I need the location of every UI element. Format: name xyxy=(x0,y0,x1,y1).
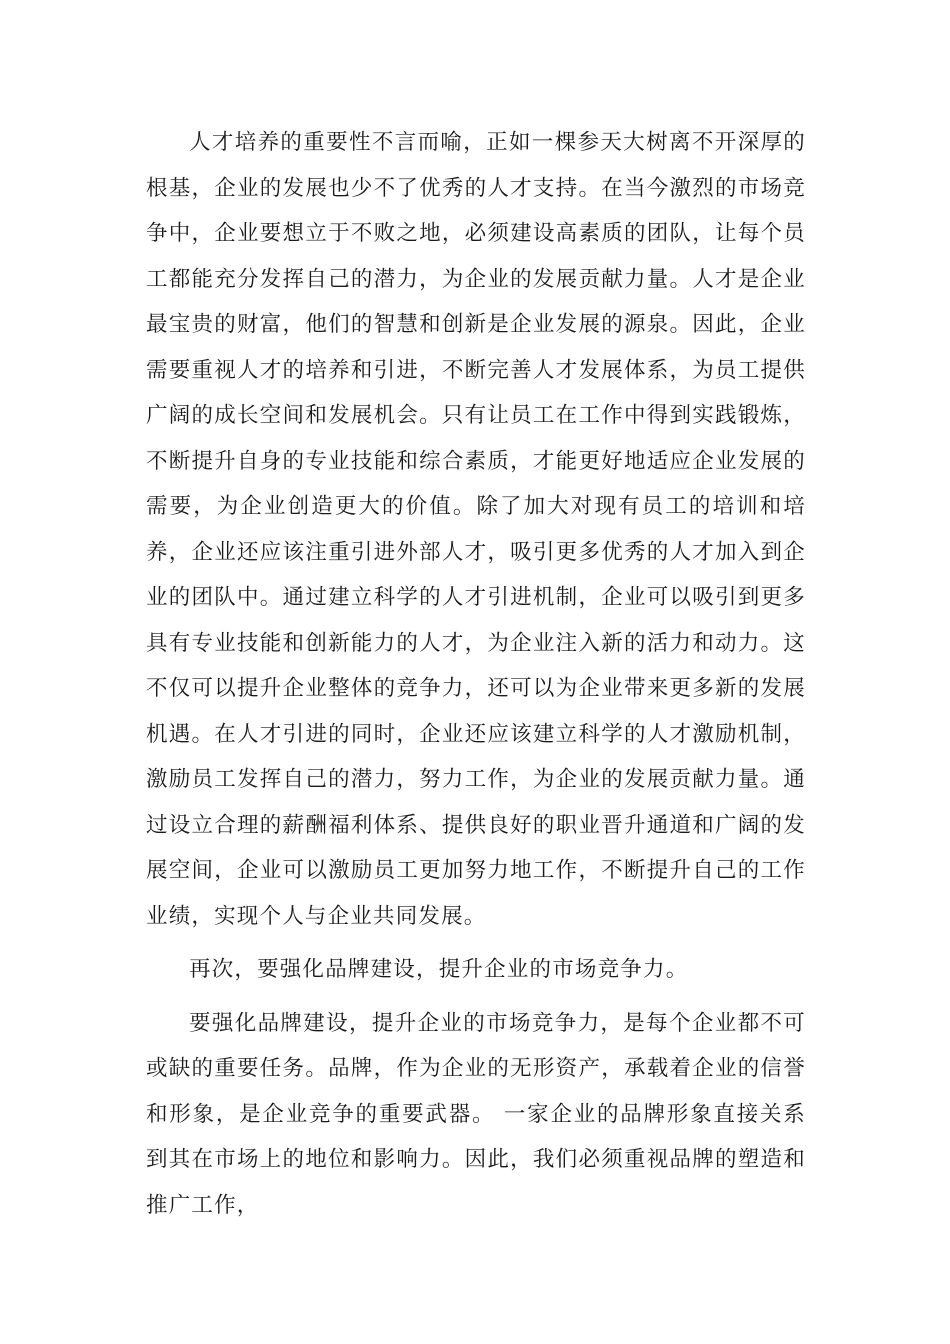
paragraph-brand-building: 要强化品牌建设，提升企业的市场竞争力，是每个企业都不可或缺的重要任务。品牌，作为企业的无形资产，承载着企业的信誉和形象，是企业竞争的重要武器。 一家企业的品牌形象直接关系到其在市场上的地位和影响力。因此，我们必须重视品牌的塑造和推广工作， xyxy=(146,1010,806,1218)
paragraph-brand-heading: 再次，要强化品牌建设，提升企业的市场竞争力。 xyxy=(189,957,689,982)
document-body xyxy=(146,120,806,1228)
paragraph-talent-cultivation: 人才培养的重要性不言而喻，正如一棵参天大树离不开深厚的根基，企业的发展也少不了优秀的人才支持。在当今激烈的市场竞争中，企业要想立于不败之地，必须建设高素质的团队，让每个员工都能充分发挥自己的潜力，为企业的发展贡献力量。人才是企业最宝贵的财富，他们的智慧和创新是企业发展的源泉。因此，企业需要重视人才的培养和引进，不断完善人才发展体系，为员工提供广阔的成长空间和发展机会。只有让员工在工作中得到实践锻炼，不断提升自身的专业技能和综合素质，才能更好地适应企业发展的需要，为企业创造更大的价值。除了加大对现有员工的培训和培养，企业还应该注重引进外部人才，吸引更多优秀的人才加入到企业的团队中。通过建立科学的人才引进机制，企业可以吸引到更多具有专业技能和创新能力的人才，为企业注入新的活力和动力。这不仅可以提升企业整体的竞争力，还可以为企业带来更多新的发展机遇。在人才引进的同时，企业还应该建立科学的人才激励机制，激励员工发挥自己的潜力，努力工作，为企业的发展贡献力量。通过设立合理的薪酬福利体系、提供良好的职业晋升通道和广阔的发展空间，企业可以激励员工更加努力地工作，不断提升自己的工作业绩，实现个人与企业共同发展。 xyxy=(146,130,806,929)
